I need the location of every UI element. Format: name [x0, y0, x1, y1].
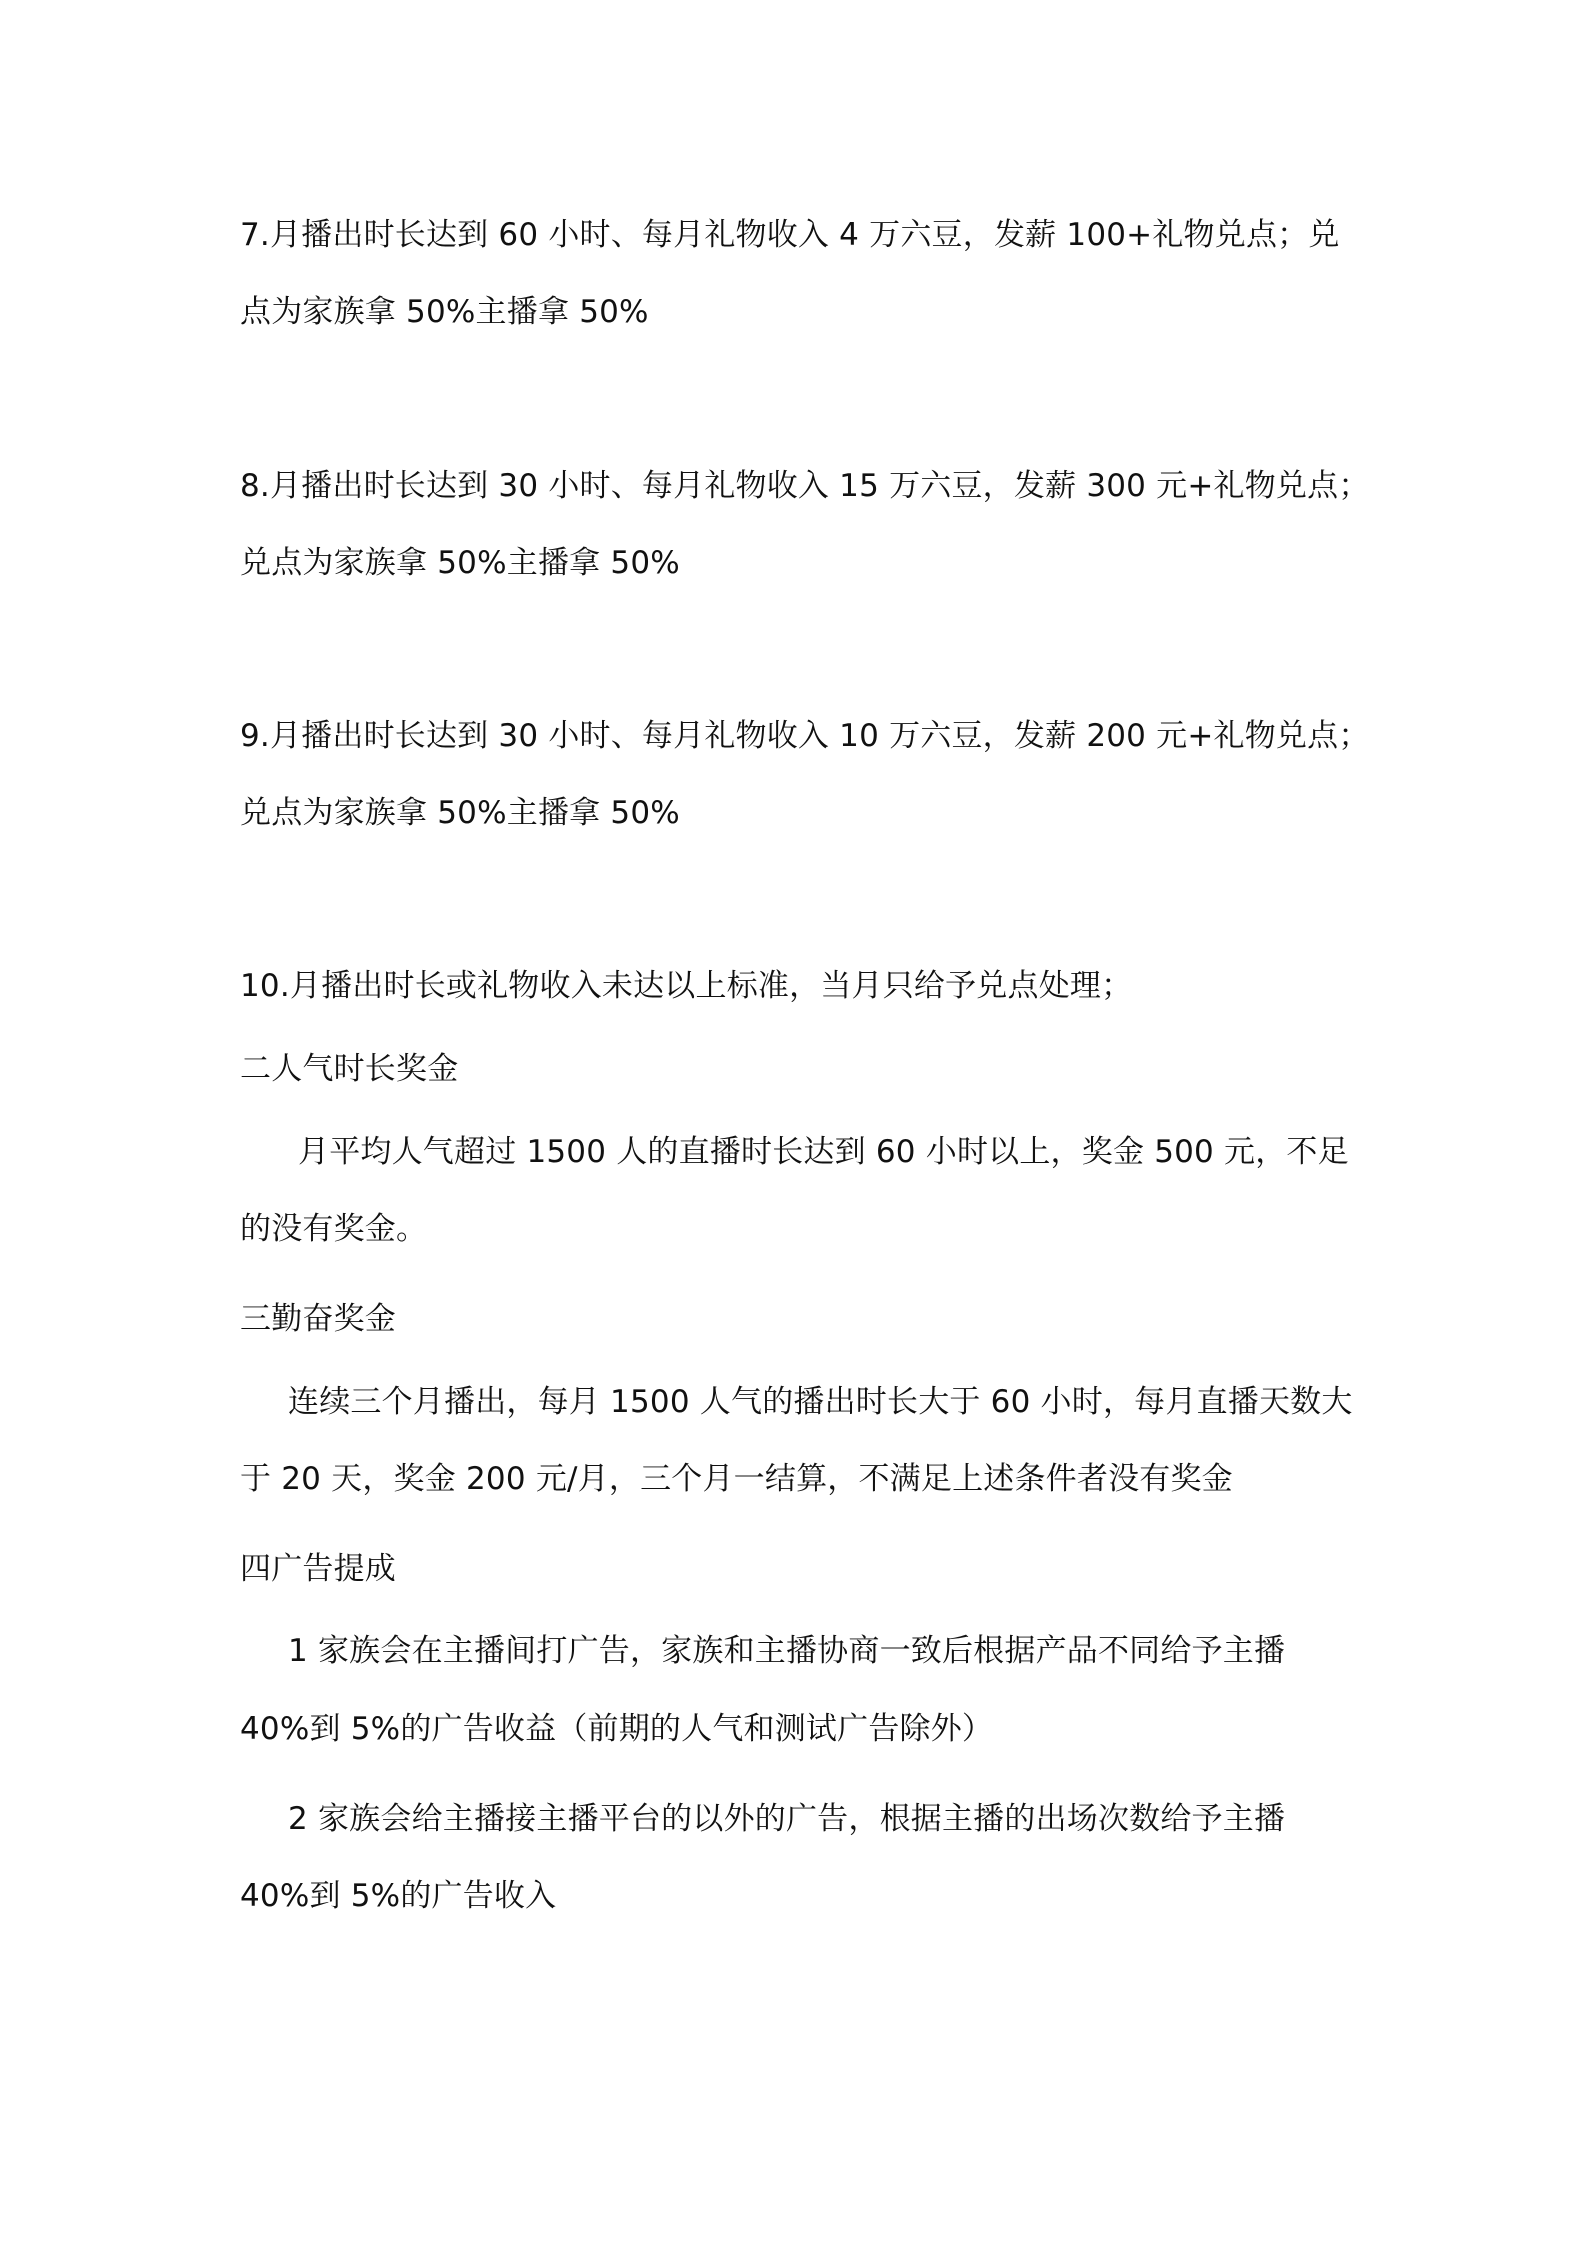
item-10-line-1: 10.月播出时长或礼物收入未达以上标准，当月只给予兑点处理；: [240, 968, 1133, 1004]
section-2-line-2: 的没有奖金。: [240, 1211, 428, 1247]
section-3-line-2: 于 20 天，奖金 200 元/月，三个月一结算，不满足上述条件者没有奖金: [240, 1461, 1233, 1497]
section-4-item-1-line-1: 1 家族会在主播间打广告，家族和主播协商一致后根据产品不同给予主播: [288, 1633, 1286, 1669]
item-9-line-1: 9.月播出时长达到 30 小时、每月礼物收入 10 万六豆，发薪 200 元+礼物兑点；: [240, 718, 1370, 754]
section-3-line-1: 连续三个月播出，每月 1500 人气的播出时长大于 60 小时，每月直播天数大: [288, 1384, 1353, 1420]
item-7-line-2: 点为家族拿 50%主播拿 50%: [240, 294, 649, 330]
section-4-item-2-line-1: 2 家族会给主播接主播平台的以外的广告，根据主播的出场次数给予主播: [288, 1801, 1286, 1837]
section-2-line-1: 月平均人气超过 1500 人的直播时长达到 60 小时以上，奖金 500 元，不足: [298, 1134, 1349, 1170]
section-4-item-2-line-2: 40%到 5%的广告收入: [240, 1878, 557, 1914]
section-4-heading: 四广告提成: [240, 1551, 396, 1587]
item-9-line-2: 兑点为家族拿 50%主播拿 50%: [240, 795, 680, 831]
item-7-line-1: 7.月播出时长达到 60 小时、每月礼物收入 4 万六豆，发薪 100+礼物兑点；兑: [240, 217, 1340, 253]
section-4-item-1-line-2: 40%到 5%的广告收益（前期的人气和测试广告除外）: [240, 1711, 994, 1747]
item-8-line-2: 兑点为家族拿 50%主播拿 50%: [240, 545, 680, 581]
item-8-line-1: 8.月播出时长达到 30 小时、每月礼物收入 15 万六豆，发薪 300 元+礼物兑点；: [240, 468, 1370, 504]
section-2-heading: 二人气时长奖金: [240, 1051, 459, 1087]
section-3-heading: 三勤奋奖金: [240, 1301, 396, 1337]
